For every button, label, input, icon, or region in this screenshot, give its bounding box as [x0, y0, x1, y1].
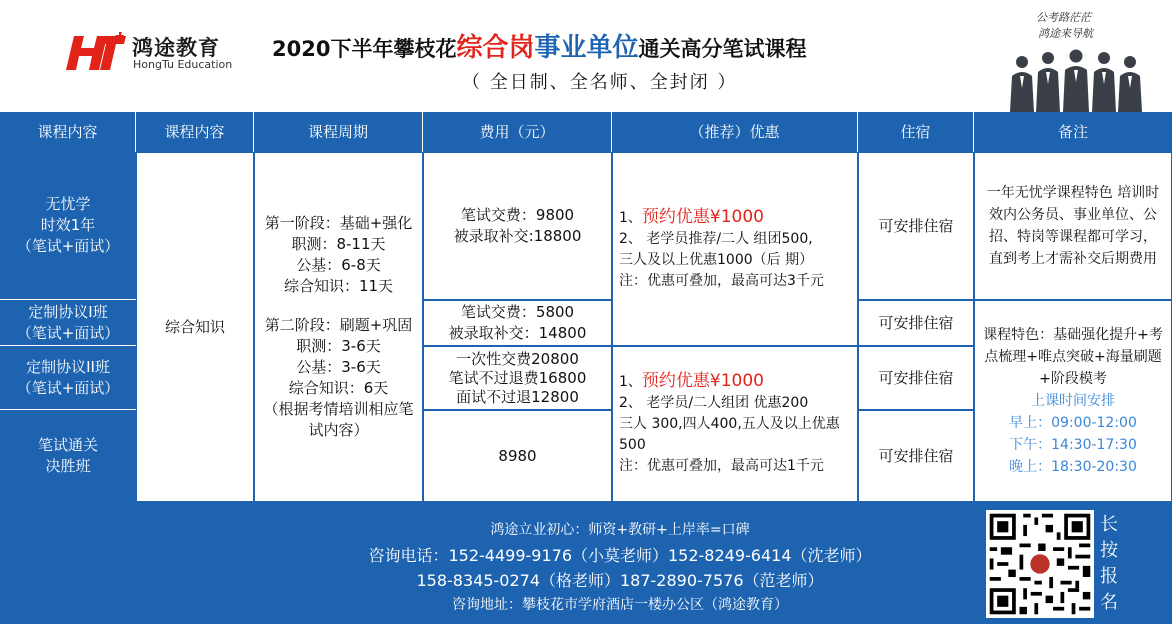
period-line: 公基：6-8天 [296, 256, 381, 274]
promo-line: 三人 300,四人400,五人及以上优惠500 [619, 416, 840, 453]
course-name-line: 决胜班 [45, 457, 91, 475]
promo-highlight: 预约优惠¥1000 [641, 371, 765, 391]
course-name-line: 定制协议II班 [26, 357, 110, 376]
fee-line: 笔试交费：5800 [460, 303, 575, 321]
footer-address: 咨询地址：攀枝花市学府酒店一楼办公区（鸿途教育） [452, 597, 788, 613]
promo-line: 2、 老学员推荐/二人 组团500, [619, 230, 813, 247]
lodging-1: 可安排住宿 [858, 152, 974, 300]
course-name-custom-1 [0, 300, 136, 346]
promo-prefix: 1、 [619, 374, 642, 390]
title-highlight-blue: 事业单位 [534, 33, 639, 63]
course-name-line: （笔试+面试） [16, 378, 120, 397]
course-name-line: 时效1年 [40, 216, 96, 234]
col-header-lodging: 住宿 [858, 112, 974, 152]
col-header-note: 备注 [974, 112, 1172, 152]
promo-line: 三人及以上优惠1000（后 期） [619, 251, 814, 268]
team-illustration [1000, 48, 1160, 112]
note-others [974, 300, 1172, 502]
fee-custom-1 [423, 300, 612, 346]
footer-phone-2: 158-8345-0274（格老师）187-2890-7576（范老师） [416, 571, 824, 590]
promo-line: 注：优惠可叠加，最高可达3千元 [619, 272, 824, 289]
schedule-evening: 晚上：18:30-20:30 [1009, 459, 1137, 475]
col-header-promo: （推荐）优惠 [612, 112, 858, 152]
promo-prefix: 1、 [619, 209, 642, 226]
course-period [254, 152, 423, 502]
period-line: 职测：8-11天 [291, 235, 386, 253]
course-name-line: 定制协议I班 [28, 302, 108, 321]
period-line: （根据考情培训相应笔试内容） [263, 400, 414, 439]
promo-line: 注：优惠可叠加，最高可达1千元 [619, 458, 824, 474]
contact-info [300, 518, 940, 618]
fee-custom-2 [423, 346, 612, 410]
course-name-line: （笔试+面试） [16, 323, 120, 342]
col-header-course: 课程内容 [0, 112, 136, 152]
period-line: 职测：3-6天 [296, 337, 381, 355]
long-press-register-label: 长按报名 [1100, 514, 1118, 613]
note-text: 一年无忧学课程特色 培训时效内公务员、事业单位、公招、特岗等课程都可学习，直到考上才需补交后期费用 [986, 185, 1160, 267]
period-line: 第一阶段：基础+强化 [264, 214, 413, 232]
title-prefix: 2020下半年攀枝花 [272, 37, 457, 61]
fee-line: 笔试不过退费16800 [448, 368, 587, 387]
title-highlight-red: 综合岗 [456, 33, 535, 63]
fee-line: 一次性交费20800 [456, 349, 579, 368]
title-suffix: 通关高分笔试课程 [638, 37, 807, 61]
course-name-line: （笔试+面试） [16, 237, 120, 255]
hongtu-logo-icon [66, 32, 128, 72]
fee-wuyouxue [423, 152, 612, 300]
schedule-title: 上课时间安排 [1031, 393, 1115, 409]
footer [0, 502, 1172, 624]
logo-text-cn: 鸿途教育 [132, 36, 220, 60]
col-header-content: 课程内容 [136, 112, 254, 152]
note-wuyouxue [974, 152, 1172, 300]
slogan-line-2: 鸿途来导航 [1038, 27, 1093, 40]
header [0, 0, 1172, 112]
course-name-line: 笔试通关 [37, 436, 98, 454]
promo-block-1 [612, 152, 858, 346]
col-header-fee: 费用（元） [423, 112, 612, 152]
course-content: 综合知识 [136, 152, 254, 502]
slogan [1036, 10, 1093, 42]
col-header-period: 课程周期 [254, 112, 423, 152]
footer-phone-1: 咨询电话：152-4499-9176（小莫老师）152-8249-6414（沈老师） [368, 546, 872, 565]
course-name-written [0, 410, 136, 502]
promo-line: 2、 老学员/二人组团 优惠200 [619, 395, 809, 411]
course-name-wuyouxue [0, 152, 136, 300]
lodging-4: 可安排住宿 [858, 410, 974, 502]
schedule-morning: 早上：09:00-12:00 [1009, 415, 1137, 431]
period-line: 公基：3-6天 [296, 358, 381, 376]
slogan-line-1: 公考路茫茫 [1036, 11, 1091, 24]
note-feature: 课程特色：基础强化提升+考点梳理+唯点突破+海量刷题+阶段模考 [983, 327, 1163, 387]
period-line: 第二阶段：刷题+巩固 [264, 316, 413, 334]
logo-text-en: HongTu Education [133, 58, 233, 71]
fee-line: 笔试交费：9800 [460, 206, 575, 224]
fee-line: 被录取补交:18800 [453, 227, 582, 245]
fee-line: 被录取补交：14800 [448, 324, 587, 342]
period-line: 综合知识：11天 [283, 277, 394, 295]
promo-block-2 [612, 346, 858, 502]
lodging-3: 可安排住宿 [858, 346, 974, 410]
fee-written: 8980 [423, 410, 612, 502]
promo-line-1 [619, 371, 857, 393]
footer-motto: 鸿途立业初心：师资+教研+上岸率=口碑 [490, 522, 750, 538]
page-subtitle: （ 全日制、全名师、全封闭 ） [462, 72, 738, 93]
promo-line-1 [619, 207, 824, 229]
qr-code-icon[interactable] [986, 510, 1094, 618]
promo-highlight: 预约优惠¥1000 [641, 206, 765, 227]
lodging-2: 可安排住宿 [858, 300, 974, 346]
schedule-afternoon: 下午：14:30-17:30 [1009, 437, 1137, 453]
page-title [272, 27, 806, 64]
fee-line: 面试不过退12800 [456, 387, 579, 406]
course-name-custom-2 [0, 346, 136, 410]
logo [66, 30, 246, 74]
period-line: 综合知识：6天 [288, 379, 389, 397]
course-name-line: 无忧学 [45, 195, 91, 213]
